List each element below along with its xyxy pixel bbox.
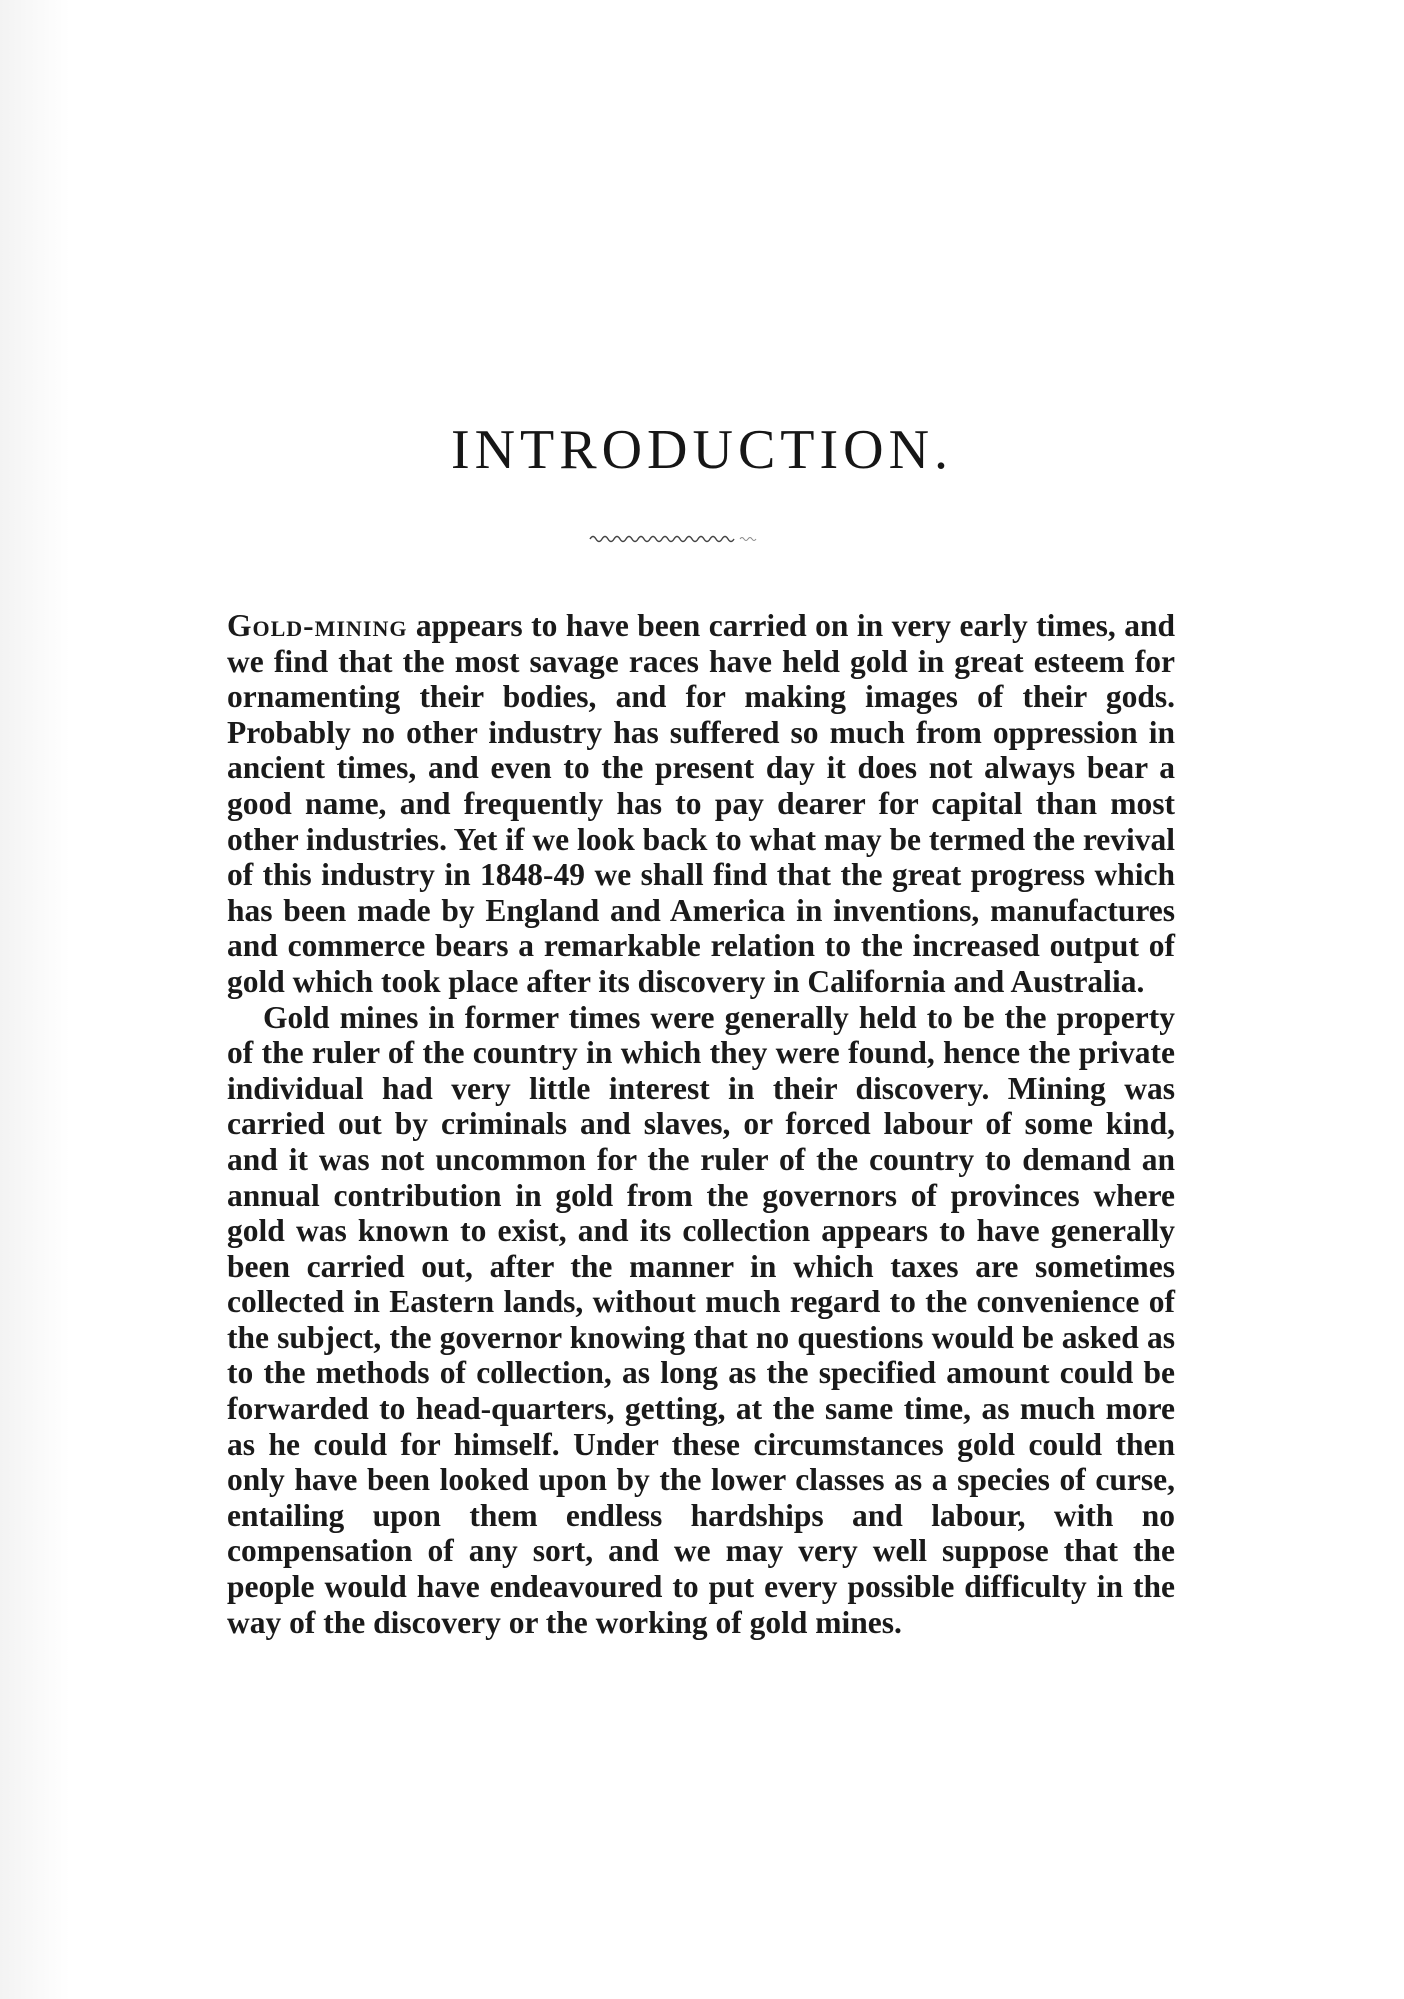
paragraph-2 (227, 1000, 1175, 1641)
decorative-rule-icon (585, 528, 785, 548)
paragraph-lead-word: Gold-mining (227, 608, 408, 643)
page-title: INTRODUCTION. (450, 419, 954, 481)
paragraph-1-text: appears to have been carried on in very early times, and we find that the most savage races have held gold in great esteem for ornamenting their bodies, and for making images of their gods. Probably no other industry has suffered so much from oppression in ancient times, and even to the present day it does not always bear a good name, and frequently has to pay dearer for capital than most other industries. Yet if we look back to what may be termed the revival of this industry in 1848-49 we shall find that the great progress which has been made by England and America in inventions, manufactures and commerce bears a remarkable relation to the increased output of gold which took place after its discovery in California and Australia. (227, 608, 1175, 999)
paragraph-1 (227, 608, 1175, 1000)
page-edge-shadow (0, 0, 70, 1999)
paragraph-2-text: Gold mines in former times were generally held to be the property of the ruler of the country in which they were found, hence the private individual had very little interest in their discovery. Mining was carried out by criminals and slaves, or forced labour of some kind, and it was not uncommon for the ruler of the country to demand an annual contribution in gold from the governors of provinces where gold was known to exist, and its collection appears to have generally been carried out, after the manner in which taxes are sometimes collected in Eastern lands, without much regard to the convenience of the subject, the governor knowing that no questions would be asked as to the methods of collection, as long as the specified amount could be forwarded to head-quarters, getting, at the same time, as much more as he could for himself. Under these circumstances gold could then only have been looked upon by the lower classes as a species of curse, entailing upon them endless hardships and labour, with no compensation of any sort, and we may very well suppose that the people would have endeavoured to put every possible difficulty in the way of the discovery or the working of gold mines. (227, 999, 1175, 1640)
body-text (227, 608, 1175, 1640)
